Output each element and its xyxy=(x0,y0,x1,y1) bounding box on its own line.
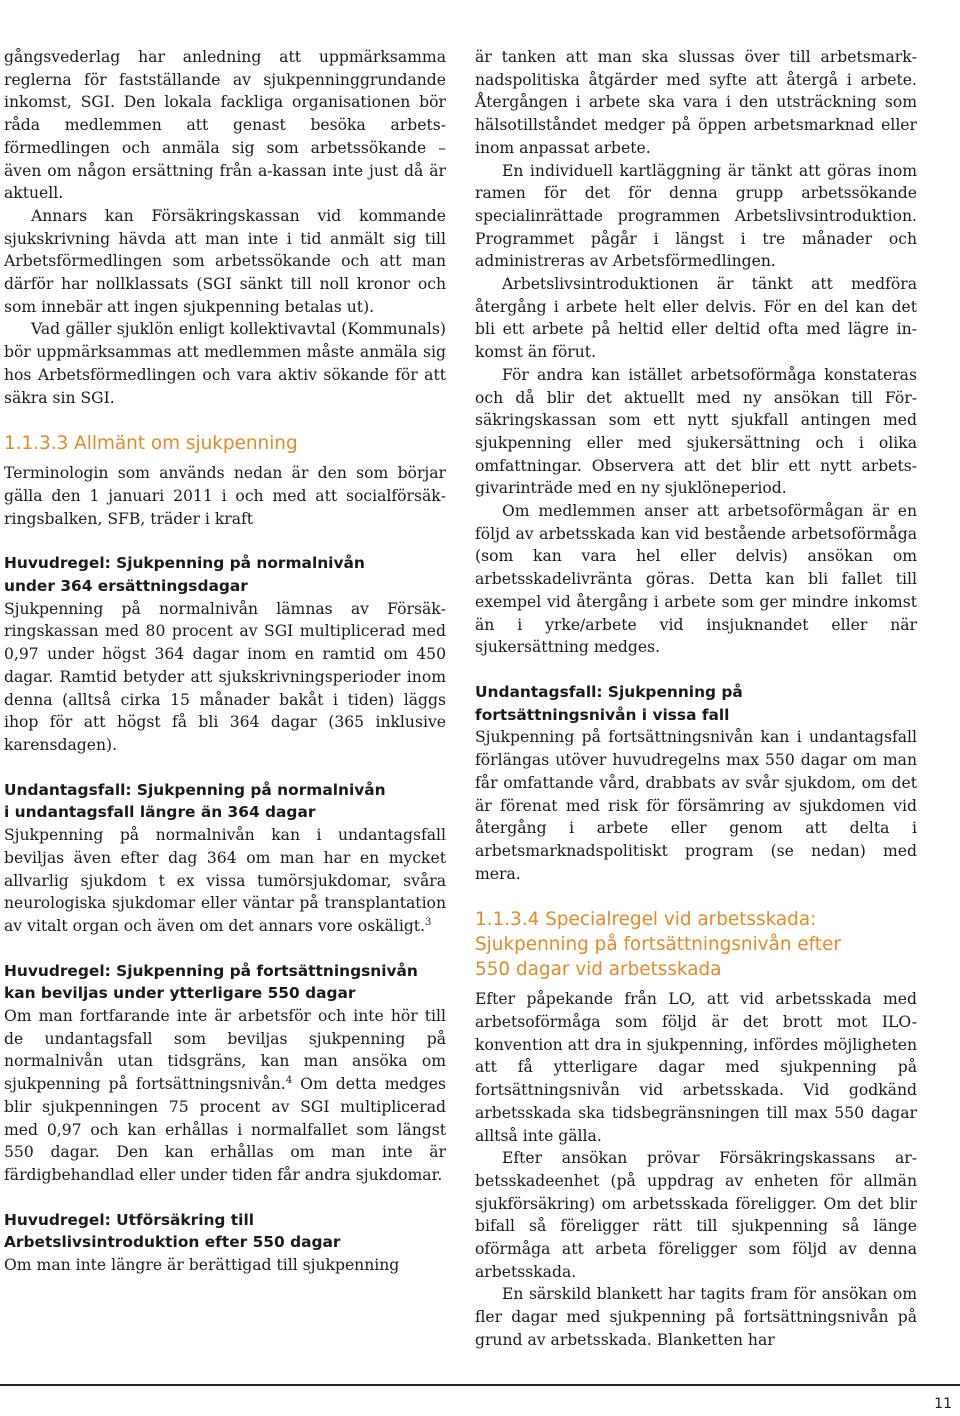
body-paragraph: Terminologin som används nedan är den som börjar gälla den 1 januari 2011 i och med att socialförsäkringsbalken, SFB, träder i kraft xyxy=(4,464,446,528)
body-paragraph: Sjukpenning på normalnivån lämnas av Försäkringskassan med 80 procent av SGI multiplicerad med 0,97 under högst 364 dagar inom en ramtid om 450 dagar. Ramtid betyder att sjukskrivningsperioder inom denna (alltså cirka 15 månader bakåt i tiden) läggs ihop för att högst få bli 364 dagar (365 inklusive karensdagen). xyxy=(4,599,446,754)
body-paragraph: En särskild blankett har tagits fram för ansökan om fler dagar med sjukpenning på fortsättningsnivån på grund av arbetsskada. Blanketten har xyxy=(475,1285,917,1349)
section-heading-line: Sjukpenning på fortsättningsnivån efter xyxy=(475,934,841,956)
subheading xyxy=(4,960,446,1005)
body-paragraph xyxy=(4,824,446,938)
section-heading: 1.1.3.3 Allmänt om sjukpenning xyxy=(4,433,298,455)
body-paragraph: Efter ansökan prövar Försäkringskassans arbetsskadeenhet (på uppdrag av enheten för allmän sjukförsäkring) om arbetsskada föreligger. Om det blir bifall så föreligger rätt till sjukpenning så länge oförmåga att arbeta föreligger som följd av denna arbetsskada. xyxy=(475,1149,917,1281)
section-heading-line: 1.1.3.4 Specialregel vid arbetsskada: xyxy=(475,909,817,931)
paragraph-text: Sjukpenning på normalnivån kan i undantagsfall beviljas även efter dag 364 om man har en mycket allvarlig sjukdom t ex vissa tumörsjukdomar, svåra neurologiska sjukdomar eller väntar på transplantation av vitalt organ och även om det annars vore oskäligt. xyxy=(4,826,446,935)
body-paragraph: Arbetslivsintroduktionen är tänkt att medföra återgång i arbete helt eller delvis. För en del kan det bli ett arbete på heltid eller deltid ofta med lägre inkomst än förut. xyxy=(475,275,917,362)
footnote-marker: 3 xyxy=(425,916,432,928)
body-paragraph: Om medlemmen anser att arbetsoförmågan är en följd av arbetsskada kan vid bestående arbetsoförmåga (som kan vara hel eller delvis) ansökan om arbetsskadelivränta göras. Detta kan bli fallet till exempel vid återgång i arbete som ger mindre inkomst än i yrke/arbete vid insjuknandet eller när sjukersättning medges. xyxy=(475,502,917,657)
subheading xyxy=(4,1209,446,1254)
paragraph-text: Om detta medges blir sjukpenningen 75 procent av SGI multiplicerad med 0,97 och kan erhållas i normalfallet som längst 550 dagar. Den kan erhållas om man inte är färdigbehandlad eller under tiden får andra sjukdomar. xyxy=(4,1075,446,1184)
body-paragraph: Sjukpenning på fortsättningsnivån kan i undantagsfall förlängas utöver huvudregelns max 550 dagar om man får omfattande vård, drabbats av svår sjukdom, om det är förenat med risk för försämring av sjukdomen vid återgång i arbete eller genom att delta i arbetsmarknadspolitiskt program (se nedan) med mera. xyxy=(475,728,917,883)
body-paragraph: Om man inte längre är berättigad till sjukpenning xyxy=(4,1256,400,1275)
left-column xyxy=(4,46,446,1277)
subheading-line: Undantagsfall: Sjukpenning på normalnivån xyxy=(4,780,386,799)
subheading xyxy=(475,681,917,726)
subheading-line: kan beviljas under ytterligare 550 dagar xyxy=(4,984,356,1003)
subheading-line: fortsättningsnivån i vissa fall xyxy=(475,705,730,724)
page-number: 11 xyxy=(934,1396,952,1412)
paragraph-text: Om man fortfarande inte är arbetsför och inte hör till de undantagsfall som beviljas sjukpenning på normalnivån utan tidsgräns, kan man ansöka om sjukpenning på fortsättningsnivån. xyxy=(4,1007,446,1094)
body-paragraph xyxy=(4,1005,446,1187)
body-paragraph: är tanken att man ska slussas över till arbetsmarknadspolitiska åtgärder med syfte att återgå i arbete. Återgången i arbete ska vara i den utsträckning som hälsotillståndet medger på öppen arbetsmarknad eller inom anpassat arbete. xyxy=(475,48,917,157)
body-paragraph: gångsvederlag har anledning att uppmärksamma reglerna för fastställande av sjukpenninggrundande inkomst, SGI. Den lokala fackliga organisationen bör råda medlemmen att genast besöka arbetsförmedlingen och anmäla sig som arbetssökande – även om någon ersättning från a-kassan inte just då är aktuell. xyxy=(4,48,446,203)
body-paragraph: Annars kan Försäkringskassan vid kommande sjukskrivning hävda att man inte i tid anmält sig till Arbetsförmedlingen som arbetssökande och att man därför har nollklassats (SGI sänkt till noll kronor och som innebär att ingen sjukpenning betalas ut). xyxy=(4,206,446,316)
body-paragraph: Vad gäller sjuklön enligt kollektivavtal (Kommunals) bör uppmärksammas att medlemmen måste anmäla sig hos Arbetsförmedlingen och vara aktiv sökande för att säkra sin SGI. xyxy=(4,320,446,407)
subheading xyxy=(4,779,446,824)
footer-rule xyxy=(0,1384,960,1386)
body-paragraph: En individuell kartläggning är tänkt att göras inom ramen för det för denna grupp arbetssökande specialinrättade programmen Arbetslivsintroduktion. Programmet pågår i längst i tre månader och administreras av Arbetsförmedlingen. xyxy=(475,161,917,271)
subheading-line: i undantagsfall längre än 364 dagar xyxy=(4,803,316,822)
subheading-line: Undantagsfall: Sjukpenning på xyxy=(475,682,743,701)
subheading-line: under 364 ersättningsdagar xyxy=(4,577,248,596)
subheading-line: Huvudregel: Sjukpenning på normalnivån xyxy=(4,554,365,573)
subheading xyxy=(4,552,446,597)
subheading-line: Huvudregel: Utförsäkring till xyxy=(4,1210,254,1229)
subheading-line: Arbetslivsintroduktion efter 550 dagar xyxy=(4,1233,341,1252)
section-heading-line: 550 dagar vid arbetsskada xyxy=(475,959,722,981)
body-paragraph: För andra kan istället arbetsoförmåga konstateras och då blir det aktuellt med ny ansökan till Försäkringskassan som ett nytt sjukfall antingen med sjukpenning eller med sjukersättning och i olika omfattningar. Observera att det blir ett nytt arbetsgivarinträde med en ny sjuklöneperiod. xyxy=(475,365,917,498)
section-heading xyxy=(475,907,917,982)
right-column xyxy=(475,46,917,1352)
body-paragraph: Efter påpekande från LO, att vid arbetsskada med arbetsoförmåga som följd är det brott mot ILO-konvention att dra in sjukpenning, infördes möjligheten att få ytterligare dagar med sjukpenning på fortsättningsnivån vid arbetsskada. Vid godkänd arbetsskada ska tidsbegränsningen till max 550 dagar alltså inte gälla. xyxy=(475,990,917,1145)
subheading-line: Huvudregel: Sjukpenning på fortsättningsnivån xyxy=(4,961,418,980)
footnote-marker: 4 xyxy=(285,1075,293,1087)
